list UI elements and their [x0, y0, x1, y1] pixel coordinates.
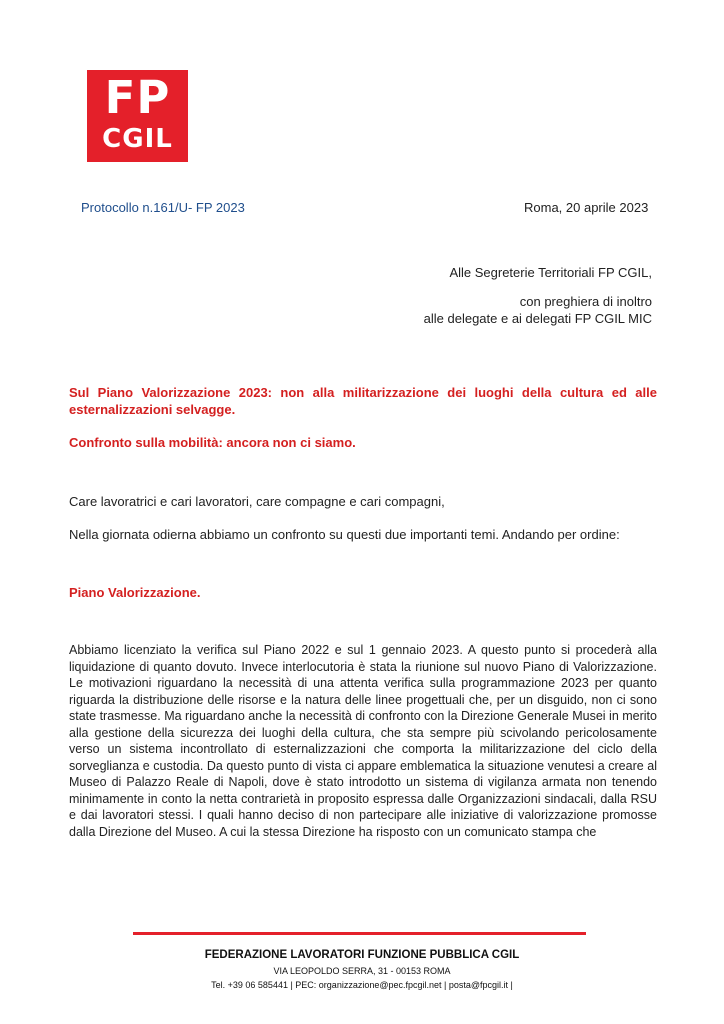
recipients-block	[424, 264, 652, 327]
intro-paragraph: Nella giornata odierna abbiamo un confronto su questi due importanti temi. Andando per ordine:	[69, 527, 620, 542]
logo-cgil-text: CGIL	[102, 124, 173, 154]
footer-divider	[133, 932, 586, 935]
recipient-line-1: Alle Segreterie Territoriali FP CGIL,	[449, 265, 652, 280]
recipient-line-3: alle delegate e ai delegati FP CGIL MIC	[423, 311, 652, 326]
subject-subheading: Confronto sulla mobilità: ancora non ci siamo.	[69, 435, 356, 450]
footer-contacts: Tel. +39 06 585441 | PEC: organizzazione@pec.fpcgil.net | posta@fpcgil.it |	[211, 980, 513, 990]
recipient-line-2: con preghiera di inoltro	[519, 294, 652, 309]
subject-heading: Sul Piano Valorizzazione 2023: non alla militarizzazione dei luoghi della cultura ed alle esternalizzazioni selvagge.	[69, 385, 657, 417]
protocol-number: Protocollo n.161/U- FP 2023	[81, 200, 245, 215]
body-paragraph: Abbiamo licenziato la verifica sul Piano 2022 e sul 1 gennaio 2023. A questo punto si procederà alla liquidazione di quanto dovuto. Invece interlocutoria è stata la riunione sul nuovo Piano di Valorizzazione. Le motivazioni riguardano la necessità di una attenta verifica sulla programmazione 2023 per quanto riguarda la distribuzione delle risorse e la natura delle linee progettuali che, per un disguido, non ci sono state trasmesse. Ma riguardano anche la necessità di confronto con la Direzione Generale Musei in merito alla gestione della sicurezza dei luoghi della cultura, che sta sempre più scivolando pericolosamente verso un sistema incontrollato di esternalizzazioni che comporta la militarizzazione del ciclo della sorveglianza e custodia. Da questo punto di vista ci appare emblematica la situazione venutesi a creare al Museo di Palazzo Reale di Napoli, dove è stato introdotto un sistema di vigilanza armata non tenendo minimamente in conto la netta contrarietà in proposito espressa dalle Organizzazioni sindacali, dalla RSU e dai lavoratori stessi. I quali hanno deciso di non partecipare alle iniziative di valorizzazione promosse dalla Direzione del Museo. A cui la stessa Direzione ha risposto con un comunicato stampa che	[69, 643, 657, 839]
section-title: Piano Valorizzazione.	[69, 585, 201, 600]
footer-address: VIA LEOPOLDO SERRA, 31 - 00153 ROMA	[273, 966, 451, 976]
logo-fp-text: FP	[104, 71, 171, 124]
footer-organization: FEDERAZIONE LAVORATORI FUNZIONE PUBBLICA CGIL	[204, 949, 520, 961]
letter-date: Roma, 20 aprile 2023	[524, 200, 649, 215]
fp-cgil-logo	[87, 70, 188, 162]
greeting: Care lavoratrici e cari lavoratori, care compagne e cari compagni,	[69, 494, 445, 509]
